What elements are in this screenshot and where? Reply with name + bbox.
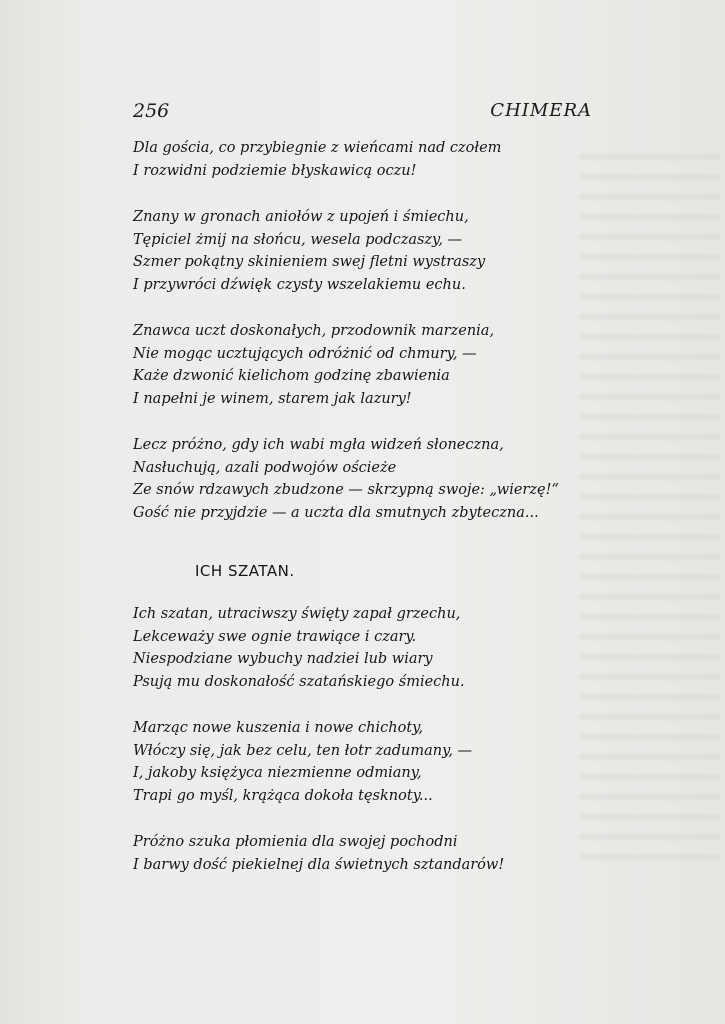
running-title: CHIMERA (490, 100, 592, 121)
verse-line: Znawca uczt doskonałych, przodownik marzenia, (133, 323, 495, 339)
section-title: ICH SZATAN. (195, 562, 295, 580)
stanza (133, 320, 603, 410)
verse-line: Psują mu doskonałość szatańskiego śmiechu. (133, 673, 465, 690)
stanza (133, 717, 603, 807)
verse-line: Lecz próżno, gdy ich wabi mgła widzeń słoneczna, (133, 437, 504, 453)
page-number: 256 (133, 100, 170, 122)
verse-line: Szmer pokątny skinieniem swej fletni wystraszy (133, 254, 486, 270)
verse-line: I napełni je winem, starem jak lazury! (133, 390, 412, 407)
verse-line: Znany w gronach aniołów z upojeń i śmiechu, (133, 209, 469, 225)
verse-line: Próżno szuka płomienia dla swojej pochodni (133, 834, 458, 850)
verse-line: Dla gościa, co przybiegnie z wieńcami nad czołem (133, 140, 502, 156)
verse-line: Nasłuchują, azali podwojów ościeże (133, 459, 397, 476)
verse-line: I rozwidni podziemie błyskawicą oczu! (133, 162, 417, 179)
poem-chimera-fragment (133, 137, 603, 548)
stanza (133, 206, 603, 296)
verse-line: Lekceważy swe ognie trawiące i czary. (133, 628, 417, 645)
stanza (133, 434, 603, 524)
stanza (133, 603, 603, 693)
verse-line: Nie mogąc ucztujących odróżnić od chmury, — (133, 345, 477, 362)
verse-line: I barwy dość piekielnej dla świetnych sztandarów! (133, 856, 505, 873)
verse-line: Włóczy się, jak bez celu, ten łotr zadumany, — (133, 742, 473, 759)
verse-line: Gość nie przyjdzie — a uczta dla smutnych zbyteczna... (133, 504, 539, 521)
stanza (133, 137, 603, 182)
poem-ich-szatan (133, 603, 603, 900)
verse-line: Niespodziane wybuchy nadziei lub wiary (133, 651, 433, 667)
verse-line: Trapi go myśl, krążąca dokoła tęsknoty... (133, 787, 433, 804)
page-header (133, 100, 592, 128)
verse-line: Każe dzwonić kielichom godzinę zbawienia (133, 368, 450, 384)
verse-line: Ze snów rdzawych zbudzone — skrzypną swoje: „wierzę!“ (133, 482, 559, 498)
verse-line: Tępiciel żmij na słońcu, wesela podczaszy, — (133, 231, 463, 248)
verse-line: I, jakoby księżyca niezmienne odmiany, (133, 765, 422, 781)
stanza (133, 831, 603, 876)
verse-line: I przywróci dźwięk czysty wszelakiemu echu. (133, 276, 466, 293)
verse-line: Marząc nowe kuszenia i nowe chichoty, (133, 720, 424, 736)
verse-line: Ich szatan, utraciwszy święty zapał grzechu, (133, 606, 461, 622)
